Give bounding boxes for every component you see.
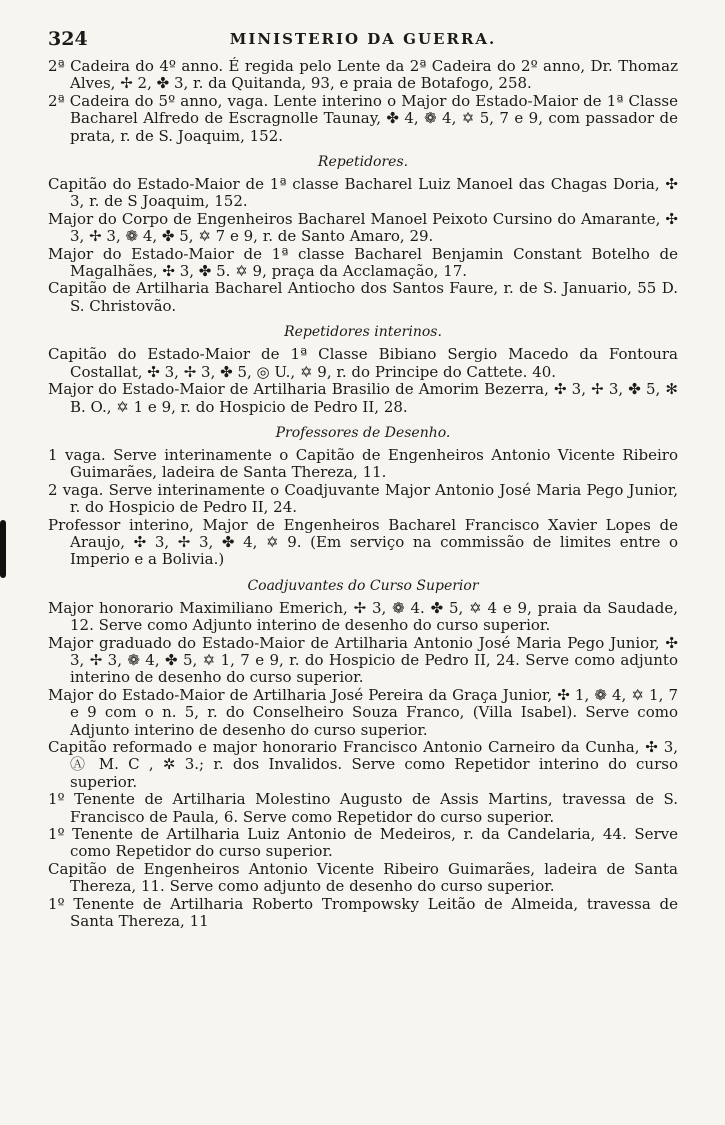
entry: 1º Tenente de Artilharia Luiz Antonio de Medeiros, r. da Candelaria, 44. Serve como Repetidor do curso superior. [48,825,678,861]
entry: Major do Estado-Maior de 1ª classe Bacharel Benjamin Constant Botelho de Magalhães, ✣ 3, ✤ 5. ✡ 9, praça da Acclamação, 17. [48,244,678,281]
entry: Capitão de Artilharia Bacharel Antiocho dos Santos Faure, r. de S. Januario, 55 D. S. Christovão. [48,279,678,315]
page-number: 324 [48,28,88,50]
entry: 2 vaga. Serve interinamente o Coadjuvante Major Antonio José Maria Pego Junior, r. do Hospicio de Pedro II, 24. [48,480,678,517]
entry: 2ª Cadeira do 5º anno, vaga. Lente interino o Major do Estado-Maior de 1ª Classe Bacharel Alfredo de Escragnolle Taunay, ✤ 4, ❁ 4, ✡ 5, 7 e 9, com passador de prata, r. de S. Joaquim, 152. [48,91,678,145]
page-header [48,28,678,52]
entry: 1 vaga. Serve interinamente o Capitão de Engenheiros Antonio Vicente Ribeiro Guimarães, ladeira de Santa Thereza, 11. [48,445,678,482]
entry: Capitão de Engenheiros Antonio Vicente Ribeiro Guimarães, ladeira de Santa Thereza, 11. Serve como adjunto de desenho do curso superior. [48,859,678,896]
entry: Major honorario Maximiliano Emerich, ✢ 3, ❁ 4. ✤ 5, ✡ 4 e 9, praia da Saudade, 12. Serve como Adjunto interino de desenho do curso superior. [48,598,678,635]
section-repetidores [48,154,678,315]
section-repetidores-interinos [48,324,678,416]
running-title: MINISTERIO DA GUERRA. [229,30,497,48]
entry: 1º Tenente de Artilharia Roberto Trompowsky Leitão de Almeida, travessa de Santa Thereza, 11 [48,894,678,931]
entry: Major graduado do Estado-Maior de Artilharia Antonio José Maria Pego Junior, ✣ 3, ✢ 3, ❁ 4, ✤ 5, ✡ 1, 7 e 9, r. do Hospicio de Pedro II, 24. Serve como adjunto interino de desenho do curso superior. [48,633,678,687]
entry: Professor interino, Major de Engenheiros Bacharel Francisco Xavier Lopes de Araujo, ✣ 3, ✢ 3, ✤ 4, ✡ 9. (Em serviço na commissão de limites entre o Imperio e a Bolivia.) [48,515,678,569]
entry: Major do Estado-Maior de Artilharia José Pereira da Graça Junior, ✣ 1, ❁ 4, ✡ 1, 7 e 9 com o n. 5, r. do Conselheiro Souza Franco, (Villa Isabel). Serve como Adjunto interino de desenho do curso superior. [48,685,678,739]
entry: Major do Corpo de Engenheiros Bacharel Manoel Peixoto Cursino do Amarante, ✣ 3, ✢ 3, ❁ 4, ✤ 5, ✡ 7 e 9, r. de Santo Amaro, 29. [48,209,678,246]
section-heading: Coadjuvantes do Curso Superior [247,577,479,594]
document-page [48,28,678,934]
binding-mark [0,520,6,578]
section-cadeiras [48,58,678,145]
section-professores-desenho [48,425,678,569]
entry: 1º Tenente de Artilharia Molestino Augusto de Assis Martins, travessa de S. Francisco de Paula, 6. Serve como Repetidor do curso superior. [48,790,678,826]
entry: Capitão do Estado-Maior de 1ª classe Bacharel Luiz Manoel das Chagas Doria, ✣ 3, r. de S Joaquim, 152. [48,175,678,211]
entry: 2ª Cadeira do 4º anno. É regida pelo Lente da 2ª Cadeira do 2º anno, Dr. Thomaz Alves, ✢ 2, ✤ 3, r. da Quitanda, 93, e praia de Botafogo, 258. [48,57,678,93]
section-heading: Professores de Desenho. [275,424,451,441]
section-coadjuvantes [48,578,678,931]
section-heading: Repetidores. [317,154,409,171]
section-heading: Repetidores interinos. [284,324,442,341]
entry: Capitão do Estado-Maior de 1ª Classe Bibiano Sergio Macedo da Fontoura Costallat, ✣ 3, ✢ 3, ✤ 5, ◎ U., ✡ 9, r. do Principe do Cattete. 40. [48,345,678,381]
entry: Capitão reformado e major honorario Francisco Antonio Carneiro da Cunha, ✣ 3, Ⓐ M. C , ✲ 3.; r. dos Invalidos. Serve como Repetidor interino do curso superior. [48,738,678,791]
entry: Major do Estado-Maior de Artilharia Brasilio de Amorim Bezerra, ✣ 3, ✢ 3, ✤ 5, ✻ B. O., ✡ 1 e 9, r. do Hospicio de Pedro II, 28. [48,380,678,416]
